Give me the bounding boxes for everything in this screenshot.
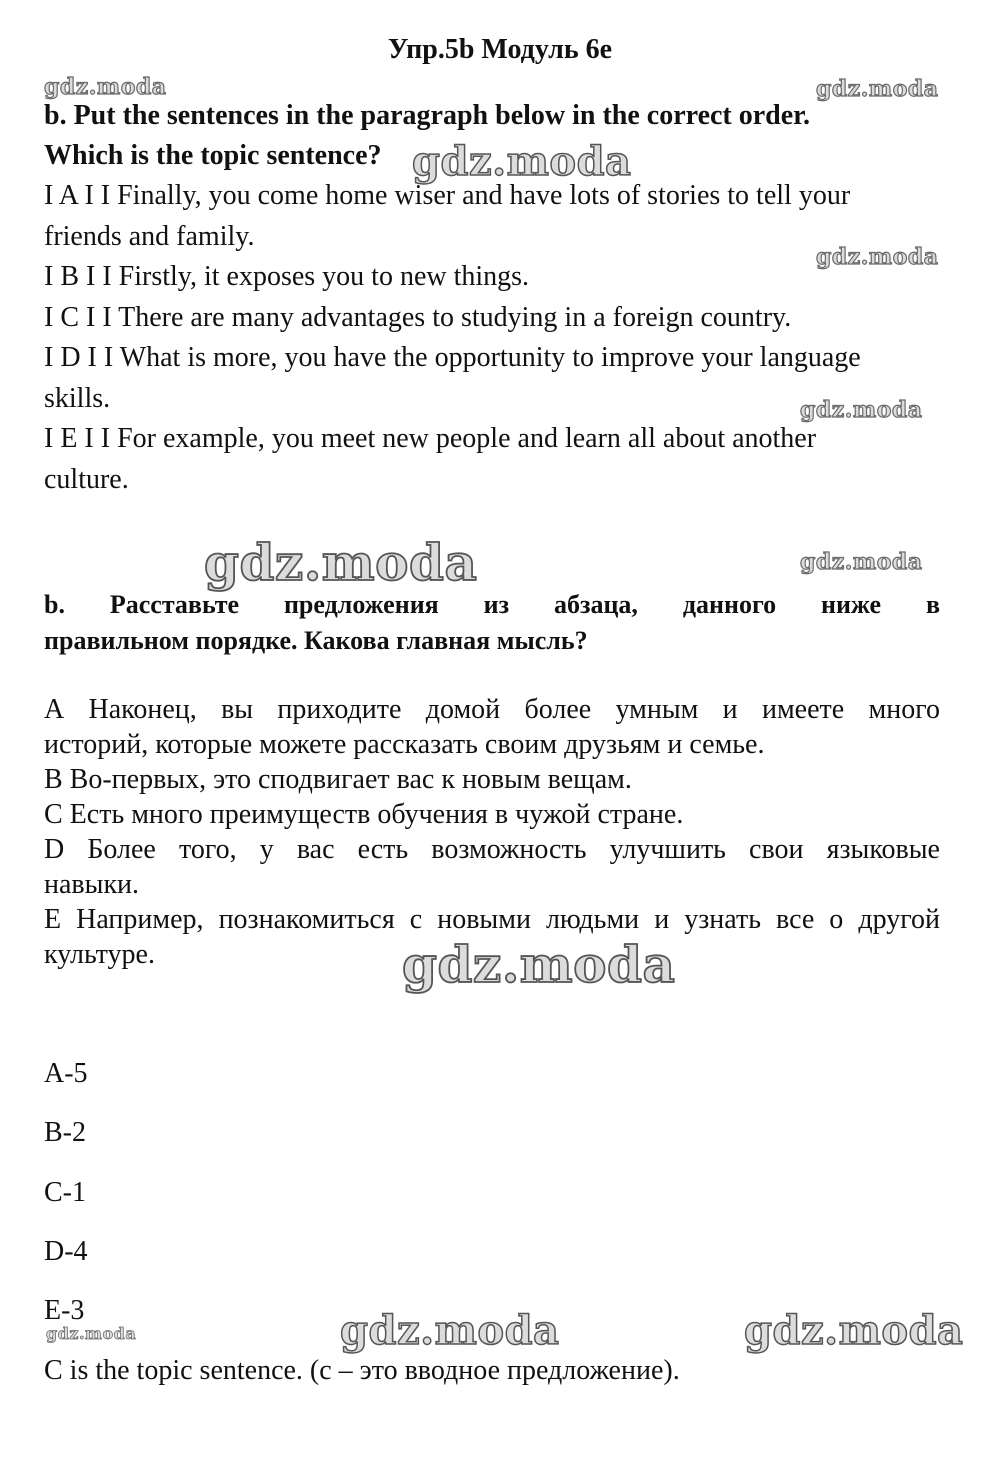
russian-line: А Наконец, вы приходите домой более умным и имеете много	[44, 694, 940, 725]
russian-line: D Более того, у вас есть возможность улучшить свои языковые	[44, 834, 940, 865]
watermark: gdz.moda	[44, 74, 167, 100]
answer-item: D-4	[44, 1236, 88, 1267]
watermark: gdz.moda	[402, 935, 676, 994]
watermark: gdz.moda	[340, 1307, 560, 1354]
english-heading-line-2: Which is the topic sentence?	[44, 140, 382, 171]
russian-heading-line-2: правильном порядке. Какова главная мысль?	[44, 626, 588, 655]
answer-item: C-1	[44, 1177, 86, 1208]
answer-item: A-5	[44, 1058, 88, 1089]
english-heading-line-1: b. Put the sentences in the paragraph below in the correct order.	[44, 100, 811, 131]
watermark: gdz.moda	[46, 1324, 137, 1343]
watermark: gdz.moda	[816, 244, 939, 270]
english-line: friends and family.	[44, 221, 255, 252]
english-line: skills.	[44, 383, 111, 414]
russian-line: Е Например, познакомиться с новыми людьми и узнать все о другой	[44, 904, 940, 935]
watermark: gdz.moda	[800, 549, 923, 575]
english-line: culture.	[44, 464, 129, 495]
watermark: gdz.moda	[204, 533, 478, 592]
english-line: I C I I There are many advantages to studying in a foreign country.	[44, 302, 792, 333]
russian-heading-line-1: b. Расставьте предложения из абзаца, данного ниже в	[44, 590, 940, 619]
answer-item: E-3	[44, 1295, 85, 1326]
english-line: I B I I Firstly, it exposes you to new things.	[44, 261, 530, 292]
english-line: I A I I Finally, you come home wiser and have lots of stories to tell your	[44, 180, 851, 211]
russian-line: историй, которые можете рассказать своим друзьям и семье.	[44, 729, 765, 760]
russian-line: навыки.	[44, 869, 140, 900]
watermark: gdz.moda	[816, 76, 939, 102]
russian-line: В Во-первых, это сподвигает вас к новым вещам.	[44, 764, 632, 795]
watermark: gdz.moda	[412, 138, 632, 185]
watermark: gdz.moda	[800, 397, 923, 423]
russian-line: культуре.	[44, 939, 155, 970]
english-line: I E I I For example, you meet new people and learn all about another	[44, 423, 817, 454]
conclusion-text: C is the topic sentence. (с – это вводное предложение).	[44, 1355, 680, 1386]
page-title: Упр.5b Модуль 6е	[387, 34, 613, 65]
english-line: I D I I What is more, you have the opportunity to improve your language	[44, 342, 861, 373]
answer-item: B-2	[44, 1117, 86, 1148]
russian-line: С Есть много преимуществ обучения в чужой стране.	[44, 799, 684, 830]
watermark: gdz.moda	[744, 1307, 964, 1354]
